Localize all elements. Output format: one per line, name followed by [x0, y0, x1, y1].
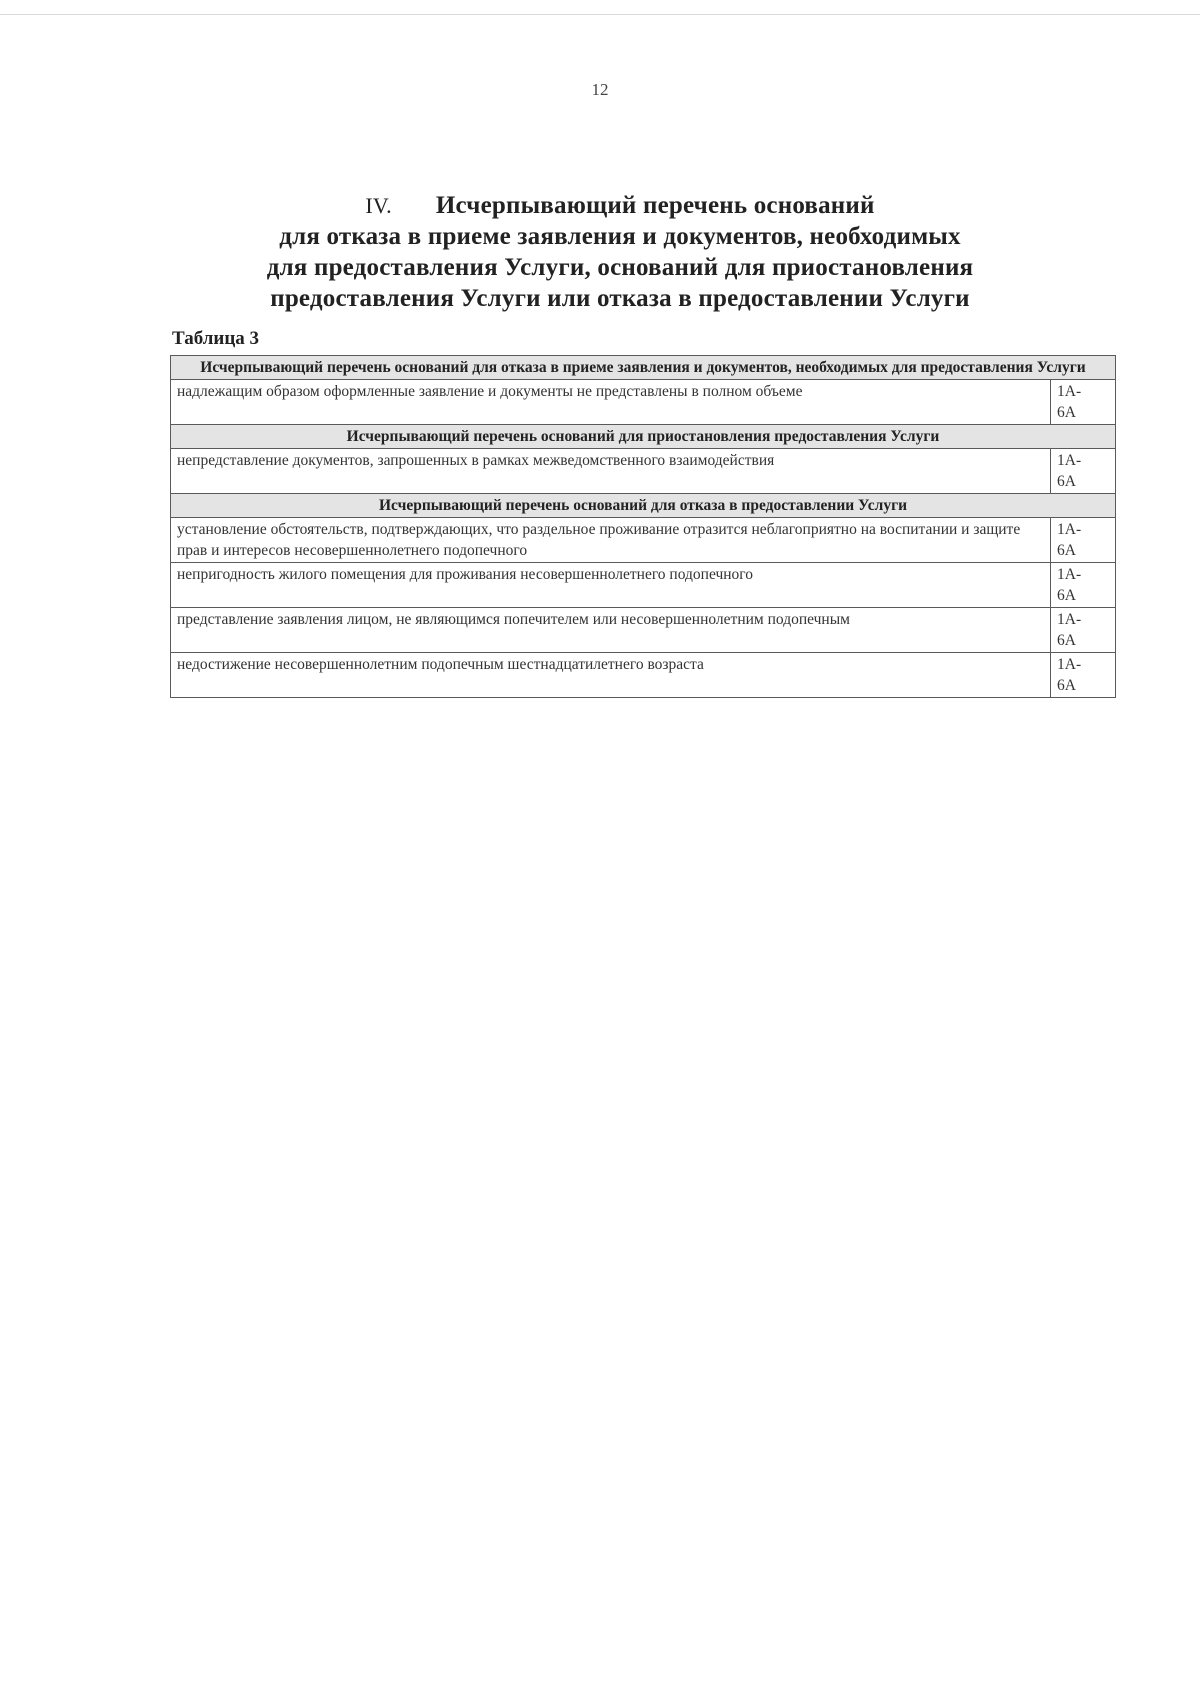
reason-code [1051, 518, 1116, 563]
reason-code-line: 1А- [1057, 611, 1082, 628]
reason-text: непригодность жилого помещения для проживания несовершеннолетнего подопечного [171, 563, 1051, 608]
table-row [171, 449, 1116, 494]
reason-code-line: 1А- [1057, 452, 1082, 469]
group-header: Исчерпывающий перечень оснований для отказа в приеме заявления и документов, необходимых для предоставления Услуги [171, 356, 1116, 380]
reason-code [1051, 449, 1116, 494]
table-group-header-row [171, 425, 1116, 449]
reason-code-line: 6А [1057, 587, 1076, 604]
table-group-header-row [171, 494, 1116, 518]
reasons-table [170, 355, 1116, 698]
section-title-line: для отказа в приеме заявления и документов, необходимых [279, 223, 961, 250]
reason-text: установление обстоятельств, подтверждающих, что раздельное проживание отразится неблагоприятно на воспитании и защите прав и интересов несовершеннолетнего подопечного [171, 518, 1051, 563]
reason-code-line: 6А [1057, 542, 1076, 559]
section-heading [200, 190, 1040, 314]
section-title-line: предоставления Услуги или отказа в предоставлении Услуги [270, 285, 970, 312]
group-header: Исчерпывающий перечень оснований для отказа в предоставлении Услуги [171, 494, 1116, 518]
reason-text: недостижение несовершеннолетним подопечным шестнадцатилетнего возраста [171, 653, 1051, 698]
section-title-line: для предоставления Услуги, оснований для приостановления [266, 254, 974, 281]
reason-text: надлежащим образом оформленные заявление и документы не представлены в полном объеме [171, 380, 1051, 425]
reason-code-line: 1А- [1057, 656, 1082, 673]
page-number: 12 [591, 80, 609, 99]
reason-code [1051, 563, 1116, 608]
reason-text: представление заявления лицом, не являющимся попечителем или несовершеннолетним подопечным [171, 608, 1051, 653]
reason-code [1051, 608, 1116, 653]
scan-edge-line [0, 14, 1200, 15]
reason-code-line: 6А [1057, 632, 1076, 649]
table-group-header-row [171, 356, 1116, 380]
table-row [171, 563, 1116, 608]
section-title-line: Исчерпывающий перечень оснований [435, 192, 875, 219]
reason-code [1051, 653, 1116, 698]
reason-text: непредставление документов, запрошенных в рамках межведомственного взаимодействия [171, 449, 1051, 494]
reason-code-line: 6А [1057, 473, 1076, 490]
section-heading-line-1 [200, 190, 1040, 221]
table-row [171, 653, 1116, 698]
reason-code-line: 6А [1057, 677, 1076, 694]
table-row [171, 380, 1116, 425]
group-header: Исчерпывающий перечень оснований для приостановления предоставления Услуги [171, 425, 1116, 449]
reason-code-line: 1А- [1057, 383, 1082, 400]
section-roman-numeral: IV. [365, 193, 392, 218]
reason-code-line: 6А [1057, 404, 1076, 421]
reason-code [1051, 380, 1116, 425]
reason-code-line: 1А- [1057, 566, 1082, 583]
table-row [171, 518, 1116, 563]
table-caption: Таблица 3 [172, 328, 260, 349]
table-row [171, 608, 1116, 653]
reason-code-line: 1А- [1057, 521, 1082, 538]
